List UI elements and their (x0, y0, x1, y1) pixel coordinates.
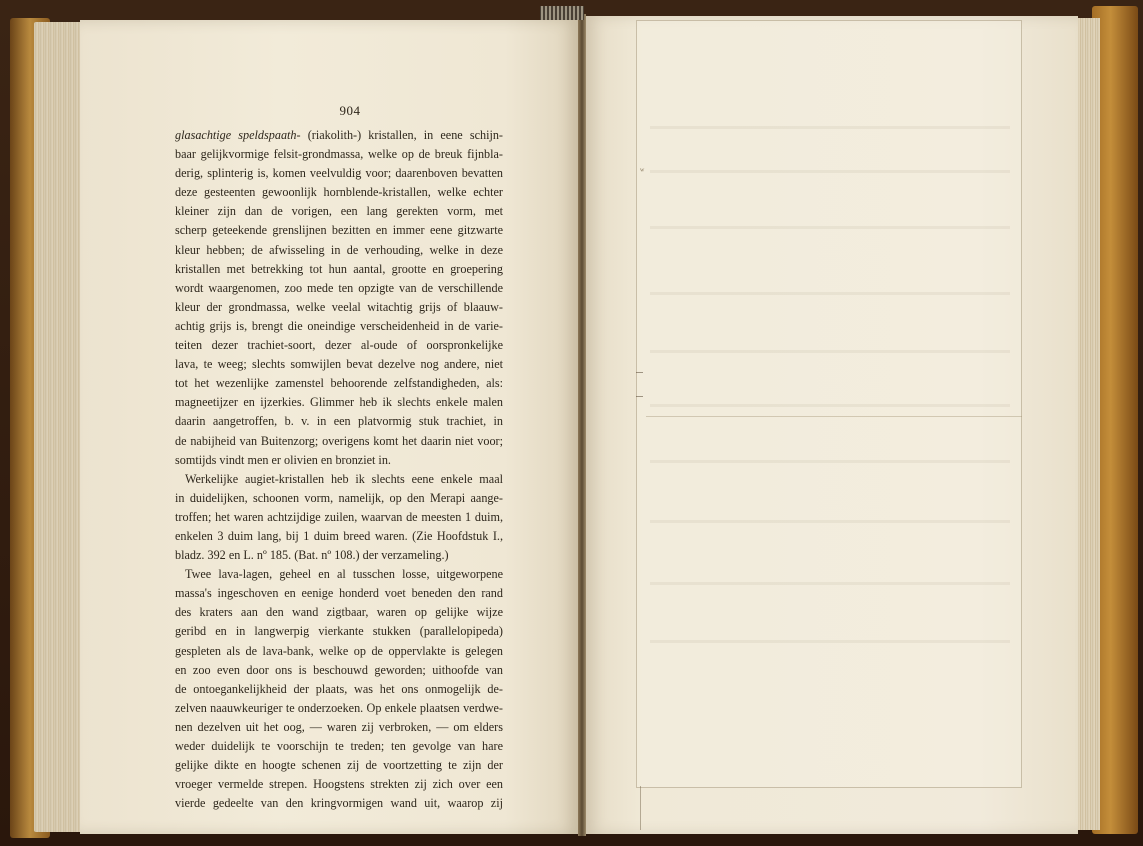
show-through-text (650, 520, 1010, 523)
text-line: geribd en in langwerpig vierkante stukken (parallelopipeda) (175, 624, 503, 639)
text-line: deze gesteenten gewoonlijk hornblende-kristallen, welke echter (175, 185, 503, 200)
text-line: des kraters aan den wand zigtbaar, waren op gelijke wijze (175, 605, 503, 620)
show-through-text (650, 170, 1010, 173)
binding-thread (540, 6, 584, 20)
show-through-text (650, 460, 1010, 463)
text-line: lava, te weeg; slechts somwijlen bevat dezelve nog andere, niet (175, 357, 503, 372)
text-line: baar gelijkvormige felsit-grondmassa, welke op de breuk fijnbla- (175, 147, 503, 162)
text-line: kleiner zijn dan de vorigen, een lang gerekten vorm, met (175, 204, 503, 219)
text-line: tot het wezenlijke zamenstel behoorende zelfstandigheden, als: (175, 376, 503, 391)
show-through-text (650, 126, 1010, 129)
text-line: Werkelijke augiet-kristallen heb ik slechts eene enkele maal (185, 471, 503, 486)
page-edges-right (1076, 18, 1100, 830)
text-line: troffen; het waren achtzijdige zuilen, waarvan de meesten 1 duim, (175, 509, 503, 524)
text-line: kleur der grondmassa, welke veelal witachtig grijs of blaauw- (175, 299, 503, 314)
text-line: zelven naauwkeuriger te onderzoeken. Op enkele plaatsen verdwe- (175, 700, 503, 715)
text-line: massa's ingeschoven en eenige honderd voet beneden den rand (175, 586, 503, 601)
text-line: magneetijzer en ijzerkies. Glimmer heb ik slechts enkele malen (175, 395, 503, 410)
text-line: somtijds vindt men er olivien en bronziet in. (175, 452, 391, 467)
body-text (175, 126, 503, 813)
book-gutter (578, 14, 586, 836)
show-through-text (650, 640, 1010, 643)
text-line: teiten dezer trachiet-soort, dezer al-oude of oorspronkelijke (175, 338, 503, 353)
text-line: de nabijheid van Buitenzorg; overigens komt het daarin niet voor; (175, 433, 503, 448)
text-line: daarin aangetroffen, b. v. in een platvormig stuk trachiet, in (175, 414, 503, 429)
text-line: de ontoegankelijkheid der plaats, was het ons onmogelijk de- (175, 681, 503, 696)
margin-tick-mark (636, 396, 643, 397)
text-line: gespleten als de lava-bank, welke op de oppervlakte is gelegen (175, 643, 503, 658)
text-line: wordt waargenomen, zoo mede ten opzigte van de verschillende (175, 280, 503, 295)
text-line: bladz. 392 en L. nº 185. (Bat. nº 108.) der verzameling.) (175, 548, 449, 563)
show-through-text (650, 404, 1010, 407)
text-line: kleur hebben; de afwisseling in de verhouding, welke in deze (175, 242, 503, 257)
text-line: achtig grijs is, brengt die oneindige verscheidenheid in de varie- (175, 318, 503, 333)
show-through-text (650, 350, 1010, 353)
insert-fold-line (646, 416, 1022, 417)
text-line: vierde gedeelte van den kringvormigen wand uit, waarop zij (175, 796, 503, 811)
page-crease (640, 786, 645, 830)
text-line: gelijke dikte en hoogte schenen zij de voortzetting te zijn der (175, 758, 503, 773)
show-through-text (650, 226, 1010, 229)
text-line (175, 126, 503, 145)
text-line: en zoo even door ons is beschouwd geworden; uithoofde van (175, 662, 503, 677)
show-through-text (650, 582, 1010, 585)
italic-term: glasachtige speldspaath- (175, 128, 301, 142)
text-line: scherp geteekende grenslijnen bezitten en immer eene gitzwarte (175, 223, 503, 238)
page-number: 904 (339, 103, 361, 118)
text-line-rest: (riakolith-) kristallen, in eene schijn- (300, 128, 503, 142)
text-line: Twee lava-lagen, geheel en al tusschen losse, uitgeworpene (185, 567, 503, 582)
show-through-text (650, 292, 1010, 295)
text-line: nen dezelven uit het oog, — waren zij verbroken, — om elders (175, 719, 503, 734)
text-line: enkelen 3 duim lang, bij 1 duim breed waren. (Zie Hoofdstuk I., (175, 528, 503, 543)
margin-tick-mark (636, 372, 643, 373)
text-line: derig, splinterig is, komen veelvuldig voor; daarenboven bevatten (175, 166, 503, 181)
text-line: kristallen met betrekking tot hun aantal, grootte en groepering (175, 261, 503, 276)
text-line: weder duidelijk te voorschijn te treden; ten gevolge van hare (175, 739, 503, 753)
text-line: in duidelijken, schoonen vorm, namelijk, op den Merapi aange- (175, 490, 503, 505)
margin-pencil-mark: ʷ (640, 166, 645, 177)
text-line: vroeger vermelde strepen. Hoogstens strekten zij zich over een (175, 777, 503, 792)
page-edges-left (34, 22, 82, 832)
